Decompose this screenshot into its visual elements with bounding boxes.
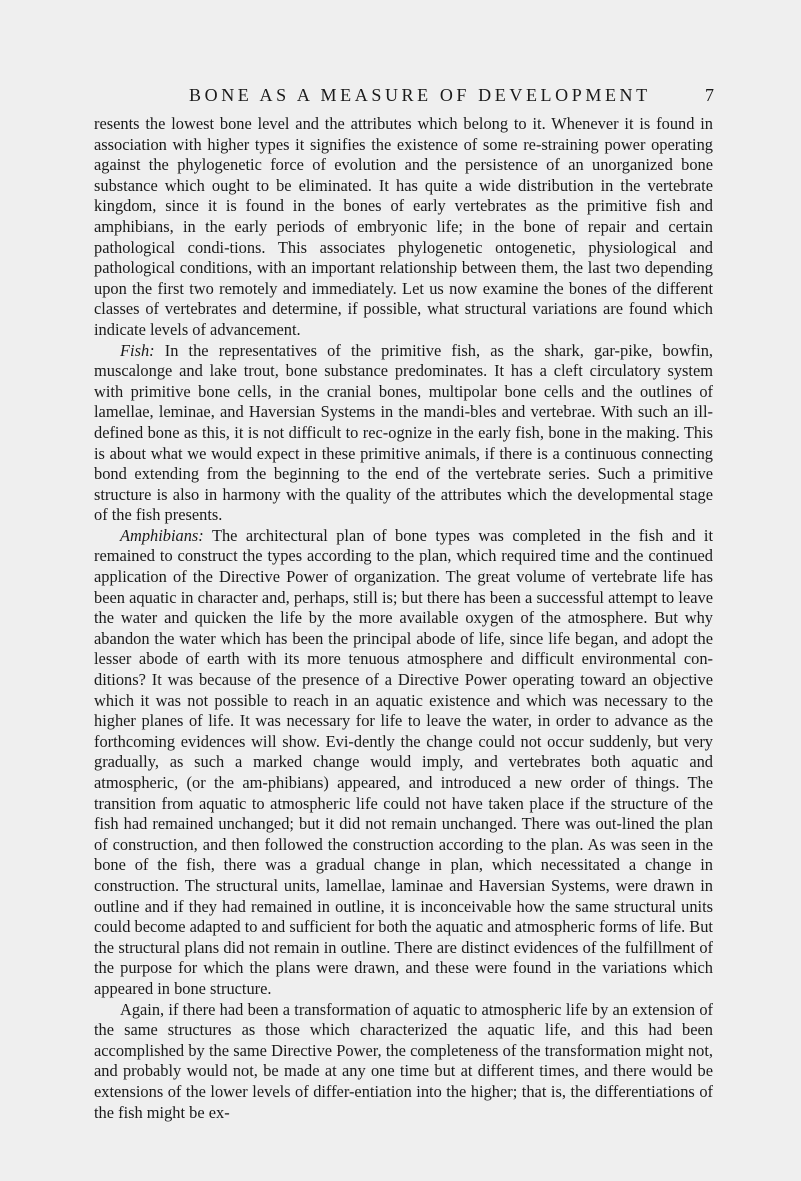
paragraph-text: Again, if there had been a transformation of aquatic to atmospheric life by an extension of the same structures as those which characterized the aquatic life, and this had been accomplished by the same Directive Power, the completeness of the transformation might not, and probably would not, be made at any one time but at different times, and there would be extensions of the lower levels of differ-entiation into the higher; that is, the differentiations of the fish might be ex- [94, 999, 713, 1122]
page-number: 7 [705, 85, 714, 105]
paragraph-continuation [94, 114, 713, 341]
running-head [189, 83, 714, 107]
paragraph-fish [94, 341, 713, 526]
running-head-title: BONE AS A MEASURE OF DEVELOPMENT [189, 85, 651, 105]
body-text [94, 114, 713, 1123]
paragraph-again [94, 1000, 713, 1124]
section-heading-fish: Fish: [120, 340, 155, 360]
paragraph-text: In the representatives of the primitive fish, as the shark, gar-pike, bowfin, muscalonge and lake trout, bone substance predominates. It has a cleft circulatory system with primitive bone cells, in the cranial bones, multipolar bone cells and the outlines of lamellae, leminae, and Haversian Systems in the mandi-bles and vertebrae. With such an ill-defined bone as this, it is not difficult to rec-ognize in the early fish, bone in the making. This is about what we would expect in these primitive animals, if there is a continuous connecting bond extending from the beginning to the end of the vertebrate series. Such a primitive structure is also in harmony with the quality of the attributes which the developmental stage of the fish presents. [94, 340, 713, 525]
paragraph-amphibians [94, 526, 713, 1000]
paragraph-text: The architectural plan of bone types was completed in the fish and it remained to construct the types according to the plan, which required time and the continued application of the Directive Power of organization. The great volume of vertebrate life has been aquatic in character and, perhaps, still is; but there has been a successful attempt to leave the water and quicken the life by the more available oxygen of the atmosphere. But why abandon the water which has been the principal abode of life, since life began, and adopt the lesser abode of earth with its more tenuous atmosphere and difficult environmental con-ditions? It was because of the presence of a Directive Power operating toward an objective which it was not possible to reach in an aquatic existence and which was necessary to the higher planes of life. It was necessary for life to leave the water, in order to advance as the forthcoming evidences will show. Evi-dently the change could not occur suddenly, but very gradually, as such a marked change would imply, and vertebrates both aquatic and atmospheric, (or the am-phibians) appeared, and introduced a new order of things. The transition from aquatic to atmospheric life could not have taken place if the structure of the fish had remained unchanged; but it did not remain unchanged. There was out-lined the plan of construction, and then followed the construction according to the plan. As was seen in the bone of the fish, there was a gradual change in plan, which necessitated a change in construction. The structural units, lamellae, laminae and Haversian Systems, were drawn in outline and if they had remained in outline, it is inconceivable how the same structural units could become adapted to and sufficient for both the aquatic and atmospheric forms of life. But the structural plans did not remain in outline. There are distinct evidences of the fulfillment of the purpose for which the plans were drawn, and these were found in the variations which appeared in bone structure. [94, 525, 713, 998]
section-heading-amphibians: Amphibians: [120, 525, 204, 545]
paragraph-text: resents the lowest bone level and the attributes which belong to it. Whenever it is found in association with higher types it signifies the existence of some re-straining power operating against the phylogenetic force of evolution and the persistence of an unorganized bone substance which ought to be eliminated. It has quite a wide distribution in the vertebrate kingdom, since it is found in the bones of early vertebrates as the primitive fish and amphibians, in the early periods of embryonic life; in the bone of repair and certain pathological condi-tions. This associates phylogenetic ontogenetic, physiological and pathological conditions, with an important relationship between them, the last two depending upon the first two remotely and immediately. Let us now examine the bones of the different classes of vertebrates and determine, if possible, what structural variations are found which indicate levels of advancement. [94, 114, 713, 339]
